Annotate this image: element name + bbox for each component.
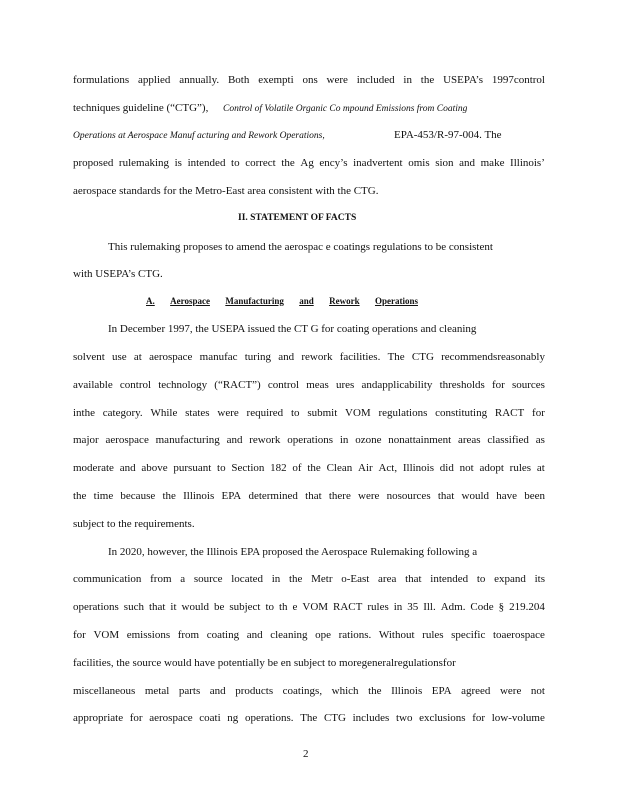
word: and <box>209 685 226 697</box>
word: correct <box>245 157 276 169</box>
word: in <box>339 434 349 446</box>
word: technology <box>158 379 208 391</box>
word: source <box>193 573 223 585</box>
word: A. <box>146 296 155 306</box>
word: would <box>181 601 209 613</box>
body-line-15: subject to the requirements. <box>73 518 195 530</box>
word: annually. <box>179 74 220 86</box>
word: omis <box>408 157 430 169</box>
word: operations <box>73 601 119 613</box>
word: from <box>150 573 172 585</box>
word: that <box>405 573 422 585</box>
word: EPA <box>221 490 242 502</box>
word: coating <box>206 629 240 641</box>
word: the <box>73 490 87 502</box>
word: for <box>73 629 86 641</box>
word: ons <box>302 74 318 86</box>
body-line-19 <box>73 628 545 642</box>
word: 1997control <box>491 74 545 86</box>
word: inthe <box>73 407 95 419</box>
word: e <box>292 601 298 613</box>
word: were <box>358 490 380 502</box>
word: VOM <box>302 601 329 613</box>
word: turing <box>244 351 272 363</box>
word: Illinois’ <box>510 157 545 169</box>
word: rules <box>422 629 444 641</box>
word: the <box>420 74 435 86</box>
word: parts <box>178 685 201 697</box>
word: been <box>524 490 545 502</box>
word: Illinois <box>402 462 435 474</box>
word: 182 <box>270 462 287 474</box>
word: at <box>536 462 545 474</box>
italic-title-part-2: Operations at Aerospace Manuf acturing and Rework Operations, <box>73 131 325 141</box>
word: regulations <box>378 407 428 419</box>
word: expand <box>494 573 526 585</box>
word: such <box>123 601 144 613</box>
body-line-8: In December 1997, the USEPA issued the CT G for coating operations and cleaning <box>108 323 477 335</box>
word: manufacturing <box>155 434 220 446</box>
word: the <box>368 685 382 697</box>
word: that <box>148 601 166 613</box>
word: nosources <box>386 490 431 502</box>
word: sion <box>435 157 454 169</box>
word: be <box>213 601 225 613</box>
word: to <box>476 573 486 585</box>
word: operations. <box>244 712 294 724</box>
word: emissions <box>126 629 171 641</box>
word: pursuant <box>173 462 212 474</box>
word: were <box>499 685 522 697</box>
word: Without <box>378 629 415 641</box>
body-line-9 <box>73 350 545 364</box>
word: metal <box>144 685 170 697</box>
word: operations <box>287 434 334 446</box>
word: Rework <box>329 296 360 306</box>
body-line-12 <box>73 433 545 447</box>
word: § <box>498 601 505 613</box>
text-segment: techniques guideline (“CTG”), <box>73 102 209 114</box>
word: solvent <box>73 351 105 363</box>
word: Metr <box>311 573 333 585</box>
word: (“RACT”) <box>214 379 261 391</box>
word: Operations <box>374 296 418 306</box>
word: category. <box>102 407 143 419</box>
word: and <box>299 296 314 306</box>
word: is <box>174 157 182 169</box>
word: ope <box>315 629 331 641</box>
word: not <box>530 685 545 697</box>
body-line-22 <box>73 711 545 725</box>
body-line-11 <box>73 406 545 420</box>
body-line-16: In 2020, however, the Illinois EPA proposed the Aerospace Rulemaking following a <box>108 546 478 558</box>
body-line-7: with USEPA’s CTG. <box>73 268 163 280</box>
word: coati <box>199 712 221 724</box>
word: ency’s <box>319 157 348 169</box>
word: in <box>403 74 412 86</box>
word: 219.204 <box>509 601 545 613</box>
word: EPA <box>431 685 452 697</box>
word: the <box>288 573 303 585</box>
body-line-20: facilities, the source would have potentially be en subject to moregeneralregulationsfor <box>73 657 456 669</box>
word: The <box>300 712 318 724</box>
word: CTG <box>411 351 434 363</box>
word: two <box>395 712 413 724</box>
word: which <box>331 685 359 697</box>
word: USEPA’s <box>443 74 484 86</box>
word: it <box>170 601 177 613</box>
word: low-volume <box>491 712 545 724</box>
word: time <box>93 490 114 502</box>
body-line-18 <box>73 600 545 614</box>
word: areas <box>458 434 481 446</box>
word: in <box>271 573 281 585</box>
italic-title-part-1: Control of Volatile Organic Co mpound Emissions from Coating <box>223 104 468 114</box>
word: and <box>226 434 243 446</box>
word: communication <box>73 573 142 585</box>
word: rations. <box>338 629 372 641</box>
word: VOM <box>345 407 371 419</box>
word: Adm. <box>440 601 466 613</box>
word: to <box>231 157 240 169</box>
word: for <box>472 712 486 724</box>
word: for <box>532 407 545 419</box>
word: for <box>129 712 143 724</box>
word: the <box>307 462 321 474</box>
word: includes <box>352 712 390 724</box>
word: rulemaking <box>118 157 170 169</box>
word: Both <box>227 74 250 86</box>
word: proposed <box>73 157 114 169</box>
subheading <box>146 296 418 306</box>
body-line-13 <box>73 461 545 475</box>
word: thresholds <box>439 379 485 391</box>
word: facilities. <box>339 351 381 363</box>
body-line-6: This rulemaking proposes to amend the aerospac e coatings regulations to be consistent <box>108 241 493 253</box>
word: meas <box>306 379 329 391</box>
word: rework <box>301 351 333 363</box>
word: and <box>119 462 136 474</box>
word: the <box>281 157 295 169</box>
word: Air <box>358 462 373 474</box>
word: products <box>235 685 274 697</box>
word: Code <box>470 601 494 613</box>
word: aerospace <box>149 712 193 724</box>
word: RACT <box>333 601 363 613</box>
word: applied <box>138 74 171 86</box>
word: of <box>292 462 302 474</box>
document-number: EPA-453/R-97-004. The <box>394 129 502 141</box>
word: coatings, <box>282 685 323 697</box>
body-line-4 <box>73 156 545 170</box>
word: a <box>180 573 186 585</box>
word: formulations <box>73 74 130 86</box>
word: recommendsreasonably <box>441 351 545 363</box>
word: The <box>387 351 405 363</box>
word: classified <box>487 434 529 446</box>
word: the <box>162 490 176 502</box>
word: ures <box>336 379 355 391</box>
word: and <box>459 157 476 169</box>
word: intended <box>187 157 226 169</box>
word: specific <box>451 629 486 641</box>
word: Ill. <box>423 601 436 613</box>
word: Clean <box>326 462 353 474</box>
word: RACT <box>494 407 525 419</box>
word: Aerospace <box>170 296 210 306</box>
word: andapplicability <box>361 379 433 391</box>
word: states <box>185 407 210 419</box>
word: exempti <box>258 74 294 86</box>
word: that <box>305 490 322 502</box>
word: were <box>217 407 239 419</box>
word: in <box>393 601 403 613</box>
word: available <box>73 379 113 391</box>
word: its <box>534 573 545 585</box>
word: subject <box>229 601 261 613</box>
word: there <box>328 490 351 502</box>
word: While <box>150 407 178 419</box>
section-heading: II. STATEMENT OF FACTS <box>238 213 357 223</box>
word: because <box>120 490 156 502</box>
word: ng <box>227 712 239 724</box>
word: to <box>290 407 300 419</box>
word: miscellaneous <box>73 685 136 697</box>
body-line-17 <box>73 572 545 586</box>
word: Manufacturing <box>225 296 284 306</box>
word: above <box>141 462 168 474</box>
word: major <box>73 434 99 446</box>
word: rules <box>367 601 389 613</box>
word: make <box>480 157 505 169</box>
word: o-East <box>341 573 370 585</box>
word: Act, <box>378 462 398 474</box>
word: moderate <box>73 462 114 474</box>
word: Illinois <box>391 685 423 697</box>
word: agreed <box>461 685 491 697</box>
word: would <box>461 490 490 502</box>
page-number: 2 <box>303 748 309 760</box>
word: nonattainment <box>388 434 452 446</box>
word: at <box>133 351 142 363</box>
word: Section <box>231 462 265 474</box>
word: area <box>378 573 397 585</box>
word: sources <box>511 379 545 391</box>
word: exclusions <box>419 712 466 724</box>
word: manufac <box>199 351 238 363</box>
word: to <box>265 601 275 613</box>
word: included <box>356 74 395 86</box>
word: for <box>491 379 505 391</box>
word: VOM <box>93 629 120 641</box>
word: aerospace <box>105 434 149 446</box>
body-line-10 <box>73 378 545 392</box>
word: inadvertent <box>353 157 403 169</box>
body-line-1 <box>73 73 545 87</box>
word: cleaning <box>270 629 308 641</box>
word: aerospace <box>149 351 193 363</box>
word: rework <box>249 434 281 446</box>
word: control <box>267 379 300 391</box>
body-line-21 <box>73 684 545 698</box>
word: submit <box>307 407 338 419</box>
word: th <box>279 601 288 613</box>
word: as <box>535 434 545 446</box>
word: did <box>439 462 454 474</box>
word: adopt <box>479 462 504 474</box>
word: ozone <box>355 434 382 446</box>
word: and <box>278 351 295 363</box>
word: use <box>112 351 127 363</box>
word: have <box>496 490 517 502</box>
word: Illinois <box>183 490 215 502</box>
word: required <box>246 407 284 419</box>
word: rules <box>509 462 532 474</box>
word: that <box>437 490 455 502</box>
body-line-14 <box>73 489 545 503</box>
word: appropriate <box>73 712 124 724</box>
word: to <box>217 462 226 474</box>
word: and <box>246 629 263 641</box>
word: toaerospace <box>492 629 545 641</box>
word: Ag <box>300 157 314 169</box>
word: CTG <box>323 712 346 724</box>
body-line-5: aerospace standards for the Metro-East area consistent with the CTG. <box>73 185 379 197</box>
word: from <box>177 629 200 641</box>
word: were <box>326 74 348 86</box>
word: 35 <box>407 601 419 613</box>
word: intended <box>430 573 469 585</box>
word: control <box>119 379 152 391</box>
word: constituting <box>435 407 488 419</box>
word: not <box>459 462 474 474</box>
word: located <box>231 573 264 585</box>
word: determined <box>248 490 298 502</box>
